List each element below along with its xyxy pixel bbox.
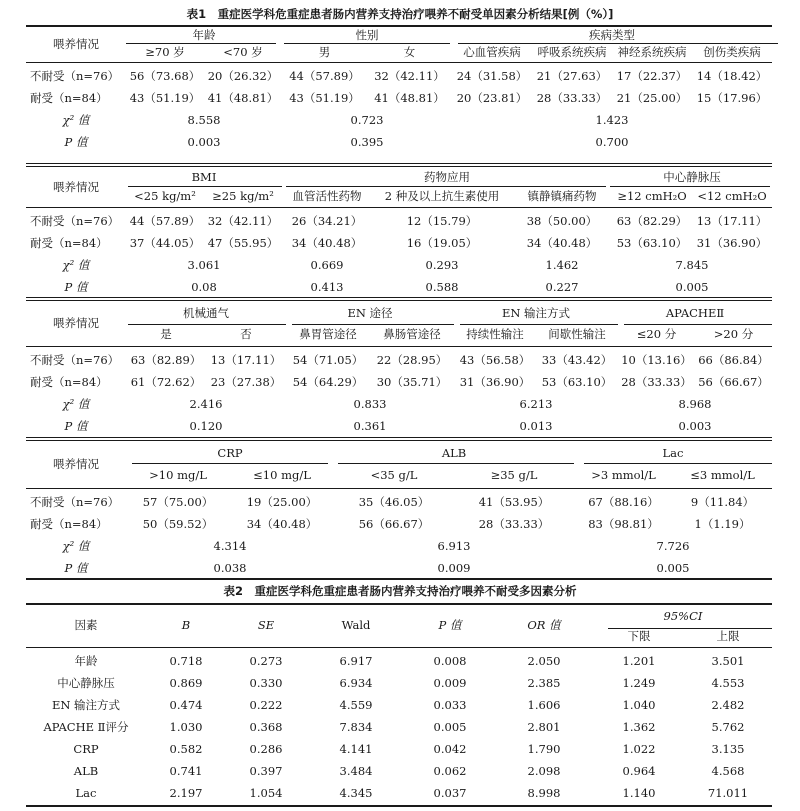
sub-header: ≤10 mg/L [253, 468, 311, 483]
row-label: 耐受（n=84） [30, 374, 108, 389]
cell: 57（75.00） [142, 494, 214, 509]
row-label: P 值 [64, 134, 88, 149]
cell: 0.013 [519, 418, 553, 433]
table1-block4 [26, 442, 772, 579]
cell: 54（71.05） [292, 352, 364, 367]
cell: 0.964 [622, 763, 656, 778]
cell: 1.022 [622, 741, 656, 756]
table-row-p [26, 131, 772, 153]
cell: 66（86.84） [698, 352, 769, 367]
cell: 34（40.48） [526, 235, 598, 250]
cell: 28（33.33） [621, 374, 692, 389]
cell: 0.330 [249, 675, 283, 690]
cell: 38（50.00） [526, 213, 598, 228]
sub-header: 神经系统疾病 [617, 44, 687, 59]
cell: 63（82.29） [616, 213, 688, 228]
header-upper: 上限 [716, 629, 740, 644]
table-row [26, 694, 772, 716]
cell: 1.140 [622, 785, 656, 800]
header-lower: 下限 [627, 629, 651, 644]
sub-header: <35 g/L [370, 468, 418, 483]
table1-block1 [26, 27, 772, 153]
header-feeding-status: 喂养情况 [53, 36, 99, 51]
cell: 6.917 [339, 653, 373, 668]
table-row [26, 782, 772, 804]
cell: 0.005 [656, 560, 690, 575]
cell: 0.395 [350, 134, 384, 149]
cell: 1.462 [545, 257, 579, 272]
table-row [26, 738, 772, 760]
table1-block3 [26, 302, 772, 437]
cell: 9（11.84） [690, 494, 755, 509]
cell: 53（63.10） [541, 374, 613, 389]
header-p: P 值 [438, 618, 462, 633]
table-row [26, 716, 772, 738]
cell: 47（55.95） [207, 235, 279, 250]
cell: 4.314 [213, 538, 247, 553]
factor-cell: APACHE Ⅱ评分 [43, 719, 129, 734]
row-label: χ² 值 [62, 257, 90, 272]
group-header-sex: 性别 [355, 27, 379, 42]
block-divider [26, 166, 772, 167]
cell: 41（48.81） [374, 90, 445, 105]
block-divider [26, 163, 772, 164]
cell: 8.558 [187, 112, 221, 127]
cell: 0.003 [187, 134, 221, 149]
cell: 0.368 [249, 719, 283, 734]
table2-caption: 表2 重症医学科危重症患者肠内营养支持治疗喂养不耐受多因素分析 [223, 584, 577, 598]
cell: 2.416 [189, 396, 223, 411]
cell: 3.135 [711, 741, 745, 756]
cell: 1.040 [622, 697, 656, 712]
cell: 0.582 [169, 741, 203, 756]
cell: 54（64.29） [292, 374, 364, 389]
cell: 0.361 [353, 418, 387, 433]
cell: 1.030 [169, 719, 203, 734]
cell: 0.227 [545, 279, 579, 294]
header-b: B [181, 618, 191, 633]
cell: 32（42.11） [374, 68, 445, 83]
sub-header: 持续性输注 [466, 327, 524, 342]
group-header-ventilation: 机械通气 [183, 305, 229, 320]
cell: 7.845 [675, 257, 709, 272]
cell: 0.413 [310, 279, 344, 294]
cell: 13（17.11） [696, 213, 768, 228]
factor-cell: ALB [73, 763, 99, 778]
cell: 0.222 [249, 697, 283, 712]
table-row-intolerance [26, 210, 772, 232]
header-wald: Wald [341, 618, 371, 633]
sub-header: 鼻肠管途径 [383, 327, 441, 342]
group-header-lac: Lac [662, 445, 684, 460]
cell: 0.120 [189, 418, 223, 433]
cell: 0.033 [433, 697, 467, 712]
cell: 43（51.19） [129, 90, 201, 105]
cell: 8.968 [678, 396, 712, 411]
row-label: 不耐受（n=76） [30, 352, 120, 367]
cell: 1.606 [527, 697, 561, 712]
row-label: P 值 [64, 560, 88, 575]
row-label: 耐受（n=84） [30, 516, 108, 531]
factor-cell: 中心静脉压 [57, 675, 115, 690]
cell: 34（40.48） [291, 235, 363, 250]
row-label: χ² 值 [62, 538, 90, 553]
cell: 12（15.79） [406, 213, 478, 228]
sub-header: 鼻胃管途径 [299, 327, 357, 342]
cell: 0.009 [437, 560, 471, 575]
sub-header: 2 种及以上抗生素使用 [384, 188, 500, 203]
cell: 31（36.90） [459, 374, 531, 389]
sub-header: 是 [160, 327, 172, 342]
cell: 0.286 [249, 741, 283, 756]
cell: 30（35.71） [376, 374, 448, 389]
sub-header: 镇静镇痛药物 [527, 188, 597, 203]
cell: 4.568 [711, 763, 745, 778]
sub-header: 创伤类疾病 [703, 44, 761, 59]
table-row-tolerance [26, 232, 772, 254]
sub-header: <70 岁 [223, 44, 263, 59]
cell: 22（28.95） [376, 352, 448, 367]
cell: 1.054 [249, 785, 283, 800]
sub-header: ≥12 cmH₂O [617, 188, 687, 203]
cell: 31（36.90） [696, 235, 768, 250]
cell: 6.913 [437, 538, 471, 553]
block-divider [26, 437, 772, 438]
cell: 41（48.81） [207, 90, 279, 105]
cell: 33（43.42） [541, 352, 613, 367]
sub-header: >10 mg/L [149, 468, 207, 483]
cell: 20（26.32） [207, 68, 279, 83]
cell: 21（27.63） [536, 68, 608, 83]
header-se: SE [257, 618, 275, 633]
cell: 50（59.52） [142, 516, 214, 531]
sub-header: >3 mmol/L [591, 468, 656, 483]
header-feeding-status: 喂养情况 [53, 457, 99, 472]
header-or: OR 值 [527, 618, 561, 633]
group-header-crp: CRP [217, 445, 243, 460]
table-row-p [26, 557, 772, 579]
header-feeding-status: 喂养情况 [53, 316, 99, 331]
cell: 0.042 [433, 741, 467, 756]
cell: 2.801 [527, 719, 561, 734]
row-label: 耐受（n=84） [30, 90, 108, 105]
cell: 14（18.42） [696, 68, 768, 83]
row-label: χ² 值 [62, 112, 90, 127]
cell: 0.588 [425, 279, 459, 294]
sub-header: 心血管疾病 [463, 44, 521, 59]
cell: 0.005 [675, 279, 709, 294]
group-header-bmi: BMI [191, 169, 217, 184]
group-header-age: 年龄 [192, 27, 216, 42]
table2-bottom-rule [26, 805, 772, 807]
cell: 7.834 [339, 719, 373, 734]
cell: 0.474 [169, 697, 203, 712]
cell: 16（19.05） [406, 235, 478, 250]
cell: 43（56.58） [459, 352, 531, 367]
sub-header: 否 [240, 327, 252, 342]
row-label: P 值 [64, 418, 88, 433]
cell: 0.08 [191, 279, 217, 294]
cell: 44（57.89） [129, 213, 201, 228]
table-row-intolerance [26, 349, 772, 371]
table-row-chi2 [26, 254, 772, 276]
cell: 0.038 [213, 560, 247, 575]
cell: 0.723 [350, 112, 384, 127]
cell: 4.559 [339, 697, 373, 712]
row-label: 不耐受（n=76） [30, 68, 120, 83]
cell: 23（27.38） [210, 374, 282, 389]
block-divider [26, 300, 772, 301]
table-row-tolerance [26, 371, 772, 393]
cell: 67（88.16） [588, 494, 659, 509]
row-label: χ² 值 [62, 396, 90, 411]
group-header-disease: 疾病类型 [589, 27, 635, 42]
cell: 2.482 [711, 697, 745, 712]
group-header-apache: APACHEⅡ [665, 305, 725, 320]
cell: 2.050 [527, 653, 561, 668]
table1-bottom-rule [26, 578, 772, 580]
cell: 21（25.00） [616, 90, 688, 105]
header-feeding-status: 喂养情况 [53, 179, 99, 194]
cell: 0.700 [595, 134, 629, 149]
sub-header: >20 分 [713, 327, 754, 342]
table1-block2 [26, 168, 772, 298]
cell: 1.790 [527, 741, 561, 756]
sub-header: 呼吸系统疾病 [537, 44, 607, 59]
sub-header: ≤3 mmol/L [690, 468, 755, 483]
sub-header: ≥25 kg/m² [212, 188, 274, 203]
cell: 0.062 [433, 763, 467, 778]
cell: 43（51.19） [289, 90, 360, 105]
cell: 6.934 [339, 675, 373, 690]
group-header-cvp: 中心静脉压 [663, 169, 721, 184]
cell: 7.726 [656, 538, 690, 553]
cell: 0.833 [353, 396, 387, 411]
cell: 6.213 [519, 396, 553, 411]
table-row-intolerance [26, 491, 772, 513]
cell: 0.718 [169, 653, 203, 668]
row-label: 不耐受（n=76） [30, 494, 120, 509]
cell: 53（63.10） [616, 235, 688, 250]
cell: 0.869 [169, 675, 203, 690]
table-row [26, 760, 772, 782]
factor-cell: EN 输注方式 [51, 697, 121, 712]
table2 [26, 605, 772, 804]
cell: 17（22.37） [616, 68, 688, 83]
cell: 1.362 [622, 719, 656, 734]
cell: 32（42.11） [207, 213, 279, 228]
table-row-p [26, 415, 772, 437]
sub-header: 男 [318, 44, 331, 59]
cell: 8.998 [527, 785, 561, 800]
cell: 0.037 [433, 785, 467, 800]
table-row-chi2 [26, 393, 772, 415]
cell: 34（40.48） [246, 516, 318, 531]
cell: 44（57.89） [289, 68, 360, 83]
sub-header: <12 cmH₂O [697, 188, 767, 203]
sub-header: 女 [403, 44, 416, 59]
group-header-en-route: EN 途径 [347, 305, 393, 320]
cell: 10（13.16） [621, 352, 692, 367]
table-row-chi2 [26, 535, 772, 557]
cell: 56（66.67） [358, 516, 430, 531]
cell: 63（82.89） [130, 352, 202, 367]
cell: 4.345 [339, 785, 373, 800]
cell: 1.249 [622, 675, 656, 690]
cell: 56（73.68） [129, 68, 201, 83]
row-label: 耐受（n=84） [30, 235, 108, 250]
cell: 26（34.21） [291, 213, 363, 228]
cell: 3.061 [187, 257, 221, 272]
cell: 28（33.33） [536, 90, 608, 105]
cell: 0.003 [678, 418, 712, 433]
cell: 56（66.67） [698, 374, 769, 389]
cell: 20（23.81） [456, 90, 528, 105]
cell: 0.009 [433, 675, 467, 690]
cell: 1（1.19） [694, 516, 751, 531]
group-header-en-infusion: EN 输注方式 [501, 305, 571, 320]
cell: 3.484 [339, 763, 373, 778]
sub-header: 间歇性输注 [548, 327, 606, 342]
cell: 24（31.58） [456, 68, 528, 83]
cell: 0.273 [249, 653, 283, 668]
cell: 0.005 [433, 719, 467, 734]
header-factor: 因素 [74, 618, 98, 633]
cell: 1.423 [595, 112, 629, 127]
cell: 83（98.81） [588, 516, 659, 531]
factor-cell: Lac [75, 785, 97, 800]
row-label: 不耐受（n=76） [30, 213, 120, 228]
block-divider [26, 297, 772, 298]
table-row-tolerance [26, 87, 772, 109]
table-row-p [26, 276, 772, 298]
cell: 5.762 [711, 719, 745, 734]
cell: 0.669 [310, 257, 344, 272]
sub-header: ≥35 g/L [490, 468, 538, 483]
cell: 2.385 [527, 675, 561, 690]
block-divider [26, 440, 772, 441]
table-row [26, 650, 772, 672]
cell: 1.201 [622, 653, 656, 668]
cell: 71.011 [707, 785, 749, 800]
cell: 61（72.62） [130, 374, 202, 389]
table1-caption: 表1 重症医学科危重症患者肠内营养支持治疗喂养不耐受单因素分析结果[例（%）] [186, 7, 614, 21]
cell: 3.501 [711, 653, 745, 668]
cell: 2.197 [169, 785, 203, 800]
cell: 4.553 [711, 675, 745, 690]
table-row-chi2 [26, 109, 772, 131]
factor-cell: CRP [73, 741, 99, 756]
cell: 2.098 [527, 763, 561, 778]
cell: 0.741 [169, 763, 203, 778]
factor-cell: 年龄 [74, 653, 98, 668]
table-row-intolerance [26, 65, 772, 87]
cell: 28（33.33） [478, 516, 550, 531]
sub-header: ≤20 分 [636, 327, 677, 342]
table-row-tolerance [26, 513, 772, 535]
cell: 13（17.11） [210, 352, 282, 367]
group-header-drugs: 药物应用 [424, 169, 470, 184]
sub-header: ≥70 岁 [145, 44, 185, 59]
cell: 0.397 [249, 763, 283, 778]
cell: 41（53.95） [478, 494, 550, 509]
cell: 15（17.96） [696, 90, 768, 105]
header-ci: 95%CI [663, 608, 703, 623]
cell: 35（46.05） [358, 494, 430, 509]
sub-header: 血管活性药物 [292, 188, 362, 203]
cell: 19（25.00） [246, 494, 318, 509]
cell: 0.293 [425, 257, 459, 272]
cell: 37（44.05） [129, 235, 201, 250]
table-row [26, 672, 772, 694]
row-label: P 值 [64, 279, 88, 294]
group-header-alb: ALB [441, 445, 467, 460]
sub-header: <25 kg/m² [134, 188, 196, 203]
cell: 4.141 [339, 741, 373, 756]
cell: 0.008 [433, 653, 467, 668]
